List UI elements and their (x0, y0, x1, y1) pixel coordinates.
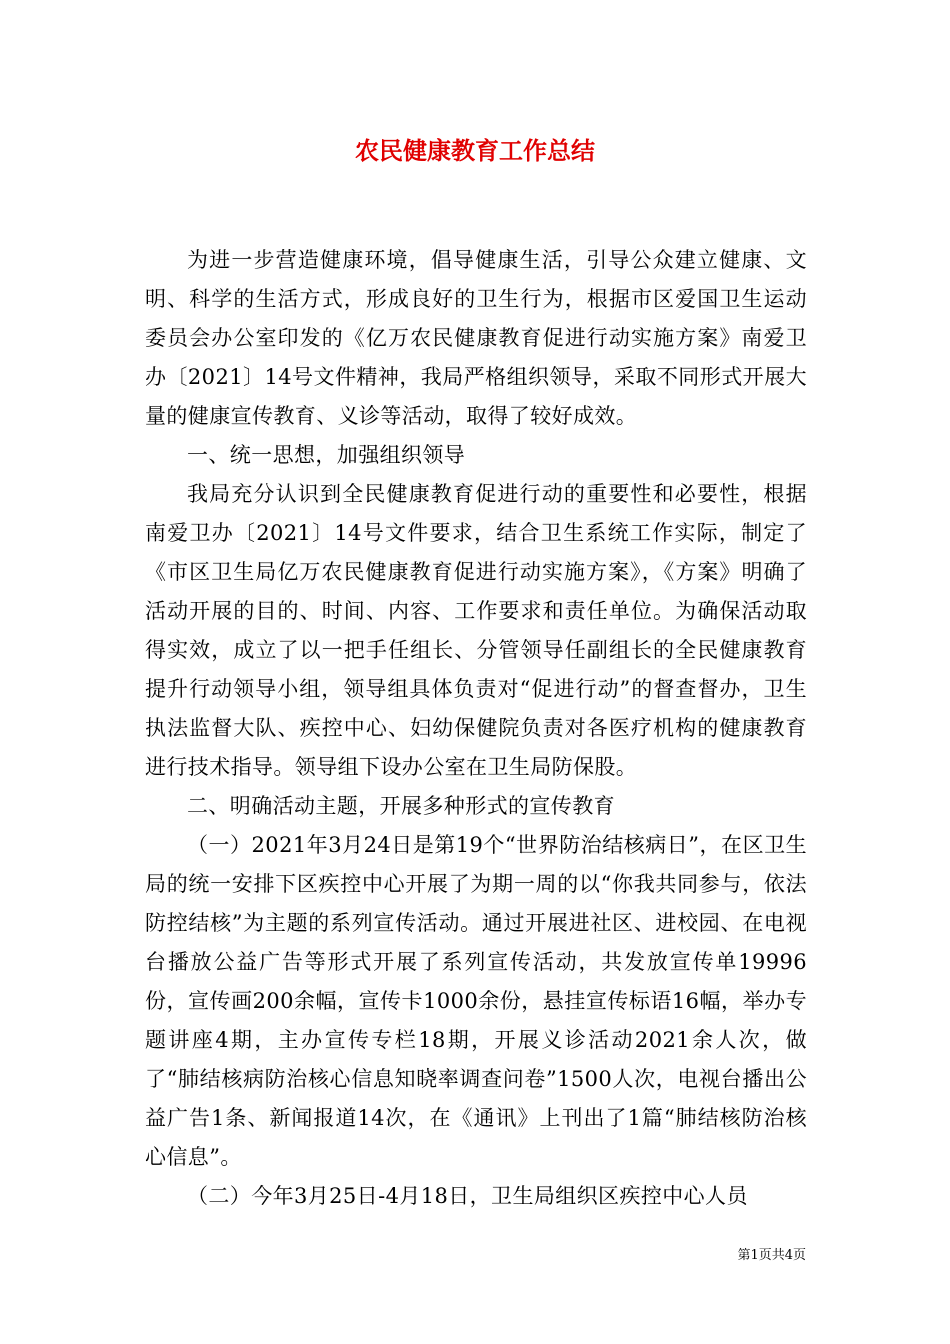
section-2-item-2-paragraph: （二）今年3月25日-4月18日，卫生局组织区疾控中心人员 (187, 1184, 748, 1208)
document-body (145, 241, 807, 1216)
document-title: 农民健康教育工作总结 (355, 137, 595, 165)
section-heading-1: 一、统一思想，加强组织领导 (187, 443, 466, 467)
section-heading-2: 二、明确活动主题，开展多种形式的宣传教育 (187, 794, 615, 818)
section-1-paragraph: 我局充分认识到全民健康教育促进行动的重要性和必要性，根据南爱卫办〔2021〕14号文件要求，结合卫生系统工作实际，制定了《市区卫生局亿万农民健康教育促进行动实施方案》，《方案》明确了活动开展的目的、时间、内容、工作要求和责任单位。为确保活动取得实效，成立了以一把手任组长、分管领导任副组长的全民健康教育提升行动领导小组，领导组具体负责对“促进行动”的督查督办，卫生执法监督大队、疾控中心、妇幼保健院负责对各医疗机构的健康教育进行技术指导。领导组下设办公室在卫生局防保股。 (145, 482, 807, 779)
page-footer: 第1页共4页 (737, 1248, 806, 1263)
section-2-item-1-paragraph: （一）2021年3月24日是第19个“世界防治结核病日”，在区卫生局的统一安排下区疾控中心开展了为期一周的以“你我共同参与，依法防控结核”为主题的系列宣传活动。通过开展进社区、进校园、在电视台播放公益广告等形式开展了系列宣传活动，共发放宣传单19996份，宣传画200余幅，宣传卡1000余份，悬挂宣传标语16幅，举办专题讲座4期，主办宣传专栏18期，开展义诊活动2021余人次，做了“肺结核病防治核心信息知晓率调查问卷”1500人次，电视台播出公益广告1条、新闻报道14次，在《通讯》上刊出了1篇“肺结核防治核心信息”。 (145, 833, 807, 1169)
intro-paragraph: 为进一步营造健康环境，倡导健康生活，引导公众建立健康、文明、科学的生活方式，形成良好的卫生行为，根据市区爱国卫生运动委员会办公室印发的《亿万农民健康教育促进行动实施方案》南爱卫办〔2021〕14号文件精神，我局严格组织领导，采取不同形式开展大量的健康宣传教育、义诊等活动，取得了较好成效。 (145, 248, 807, 428)
